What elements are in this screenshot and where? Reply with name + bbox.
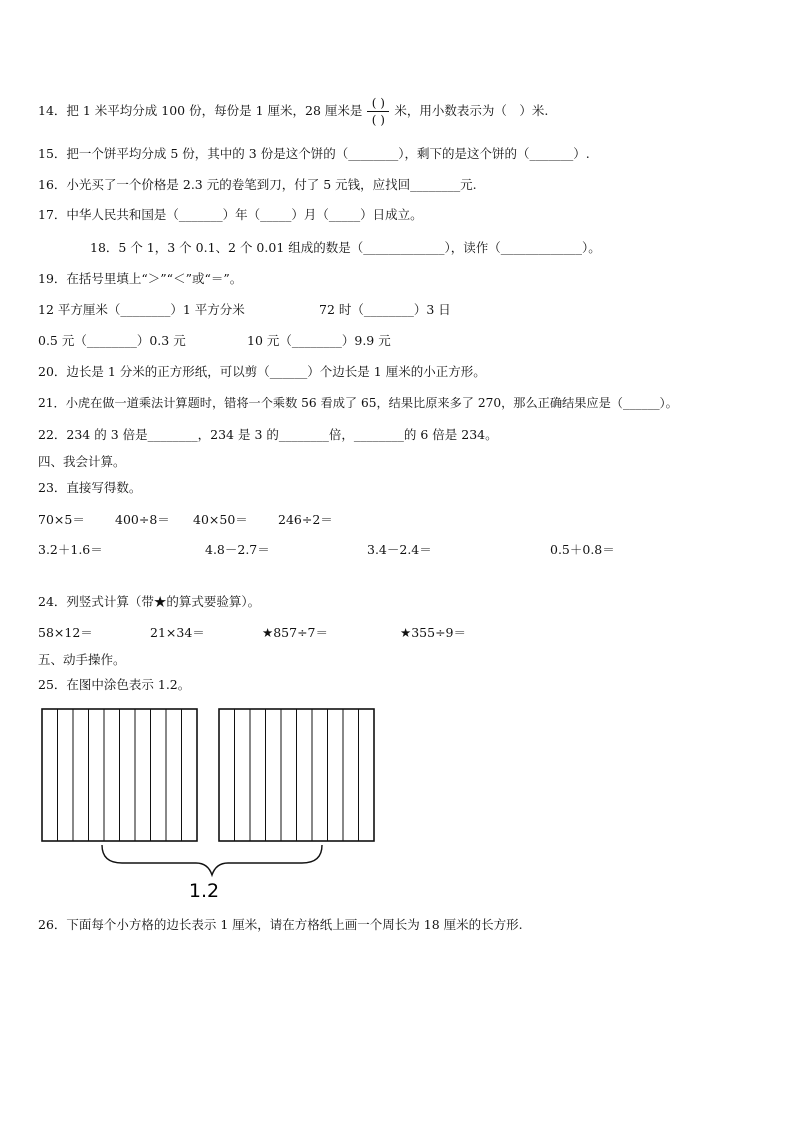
question-22: 22．234 的 3 倍是________，234 是 3 的________倍，________的 6 倍是 234。 bbox=[38, 427, 498, 442]
calc-24-3: ★857÷7＝ bbox=[262, 625, 328, 640]
question-17: 17．中华人民共和国是（_______）年（_____）月（_____）日成立。 bbox=[38, 207, 423, 222]
question-25: 25．在图中涂色表示 1.2。 bbox=[38, 677, 191, 692]
question-14: 14．把 1 米平均分成 100 份，每份是 1 厘米，28 厘米是 $\frac{( )}{( )}$ 米，用小数表示为（ ）米. bbox=[38, 96, 549, 127]
brace bbox=[102, 845, 322, 875]
calc-24-1: 58×12＝ bbox=[38, 625, 93, 640]
question-19c: 0.5 元（________）0.3 元 bbox=[38, 333, 186, 348]
question-20: 20．边长是 1 分米的正方形纸，可以剪（______）个边长是 1 厘米的小正方形。 bbox=[38, 364, 486, 379]
calc-23-7: 3.4－2.4＝ bbox=[367, 542, 432, 557]
decimal-strip-figure[interactable] bbox=[38, 705, 383, 905]
question-18: 18．5 个 1，3 个 0.1、2 个 0.01 组成的数是（_____________），读作（_____________）。 bbox=[90, 240, 601, 255]
question-15: 15．把一个饼平均分成 5 份，其中的 3 份是这个饼的（________），剩下的是这个饼的（_______）. bbox=[38, 146, 590, 161]
section-5-heading: 五、动手操作。 bbox=[38, 652, 126, 667]
question-19d: 10 元（________）9.9 元 bbox=[247, 333, 391, 348]
calc-24-4: ★355÷9＝ bbox=[400, 625, 466, 640]
question-19a: 12 平方厘米（________）1 平方分米 bbox=[38, 302, 245, 317]
calc-23-8: 0.5＋0.8＝ bbox=[550, 542, 615, 557]
question-19: 19．在括号里填上“＞”“＜”或“＝”。 bbox=[38, 271, 243, 286]
calc-24-2: 21×34＝ bbox=[150, 625, 205, 640]
section-4-heading: 四、我会计算。 bbox=[38, 454, 126, 469]
calc-23-6: 4.8－2.7＝ bbox=[205, 542, 270, 557]
calc-23-5: 3.2＋1.6＝ bbox=[38, 542, 103, 557]
question-16: 16．小光买了一个价格是 2.3 元的卷笔到刀，付了 5 元钱，应找回________元. bbox=[38, 177, 477, 192]
question-26: 26．下面每个小方格的边长表示 1 厘米，请在方格纸上画一个周长为 18 厘米的长方形. bbox=[38, 917, 523, 932]
question-19b: 72 时（________）3 日 bbox=[319, 302, 451, 317]
question-21: 21．小虎在做一道乘法计算题时，错将一个乘数 56 看成了 65，结果比原来多了 270，那么正确结果应是（______）。 bbox=[38, 396, 678, 410]
calc-23-3: 40×50＝ bbox=[193, 512, 248, 527]
question-24: 24．列竖式计算（带★的算式要验算）。 bbox=[38, 594, 261, 609]
calc-23-1: 70×5＝ bbox=[38, 512, 85, 527]
calc-23-2: 400÷8＝ bbox=[115, 512, 170, 527]
question-23: 23．直接写得数。 bbox=[38, 480, 142, 495]
brace-label: 1.2 bbox=[188, 880, 220, 902]
calc-23-4: 246÷2＝ bbox=[278, 512, 333, 527]
fraction-blank[interactable]: $\frac{( )}{( )}$ bbox=[367, 96, 389, 127]
